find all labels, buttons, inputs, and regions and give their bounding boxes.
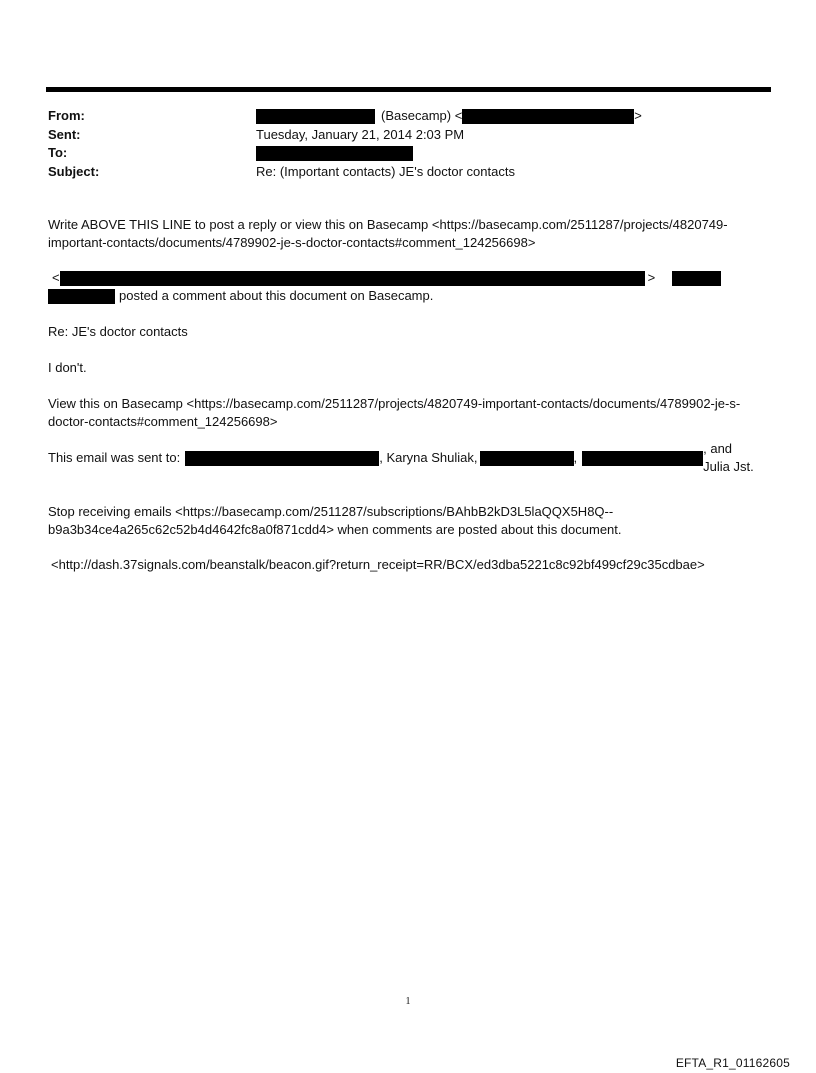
- redacted-poster-name-part2: [48, 289, 115, 304]
- comment-text: I don't.: [48, 360, 87, 375]
- poster-close: >: [647, 270, 656, 285]
- from-close: >: [634, 108, 642, 123]
- redacted-sender-email: [462, 109, 634, 124]
- redacted-recipient-2: [480, 451, 574, 466]
- from-value: [256, 107, 770, 126]
- beacon-paragraph: [51, 556, 773, 574]
- sent-to-prefix: This email was sent to:: [48, 450, 181, 465]
- sent-value: Tuesday, January 21, 2014 2:03 PM: [256, 126, 465, 142]
- to-row: [48, 144, 770, 163]
- beacon-line: <http://dash.37signals.com/beanstalk/beacon.gif?return_receipt=RR/BCX/ed3dba5221c8c92bf499cf29c35cdbae>: [51, 557, 705, 572]
- sent-label: Sent:: [48, 126, 81, 142]
- redacted-sender-name: [256, 109, 375, 124]
- subject-value: Re: (Important contacts) JE's doctor contacts: [256, 163, 515, 179]
- poster-open: <: [52, 270, 60, 285]
- redacted-poster-name-part1: [672, 271, 721, 286]
- stop-paragraph: [48, 503, 770, 539]
- from-label: From:: [48, 108, 85, 123]
- sent-to-line: [48, 441, 770, 474]
- bates-number: EFTA_R1_01162605: [675, 1056, 790, 1070]
- view-line: View this on Basecamp <https://basecamp.com/2511287/projects/4820749-important-contacts/documents/4789902-je-s-doctor-contacts#comment_124256698>: [48, 396, 741, 429]
- to-value: [256, 146, 770, 161]
- sent-to-julia: , and Julia Jst.: [703, 441, 754, 474]
- poster-paragraph: [48, 269, 770, 305]
- redacted-recipient: [256, 146, 413, 161]
- subject-label: Subject:: [48, 163, 100, 179]
- subject-row: [48, 163, 770, 182]
- stop-line: Stop receiving emails <https://basecamp.com/2511287/subscriptions/BAhbB2kD3L5laQQX5H8Q--b9a3b34ce4a265c62c52b4d4642fc8a0f871cdd4> when comments are posted about this document.: [48, 504, 622, 537]
- redacted-recipient-1: [185, 451, 379, 466]
- poster-line-2: [48, 287, 770, 305]
- re-line: Re: JE's doctor contacts: [48, 324, 188, 339]
- poster-line-1: [48, 269, 770, 287]
- comment-paragraph: [48, 359, 770, 377]
- to-label: To:: [48, 145, 68, 160]
- redacted-recipient-3: [582, 451, 703, 466]
- re-line-paragraph: [48, 323, 770, 341]
- sent-to-paragraph: [48, 441, 770, 474]
- sent-to-karyna: , Karyna Shuliak,: [379, 450, 478, 465]
- from-name-suffix: (Basecamp) <: [381, 108, 463, 123]
- email-header: [48, 107, 770, 181]
- header-rule: [46, 87, 771, 92]
- sent-to-comma: ,: [573, 450, 578, 465]
- poster-text: posted a comment about this document on Basecamp.: [119, 288, 434, 303]
- sent-row: [48, 126, 770, 145]
- view-line-paragraph: [48, 395, 770, 431]
- page-number: 1: [405, 996, 411, 1007]
- from-row: [48, 107, 770, 126]
- redacted-poster-email: [60, 271, 645, 286]
- reply-line: Write ABOVE THIS LINE to post a reply or view this on Basecamp <https://basecamp.com/2511287/projects/4820749-important-contacts/documents/4789902-je-s-doctor-contacts#comment_124256698>: [48, 217, 728, 250]
- reply-line-paragraph: [48, 216, 770, 252]
